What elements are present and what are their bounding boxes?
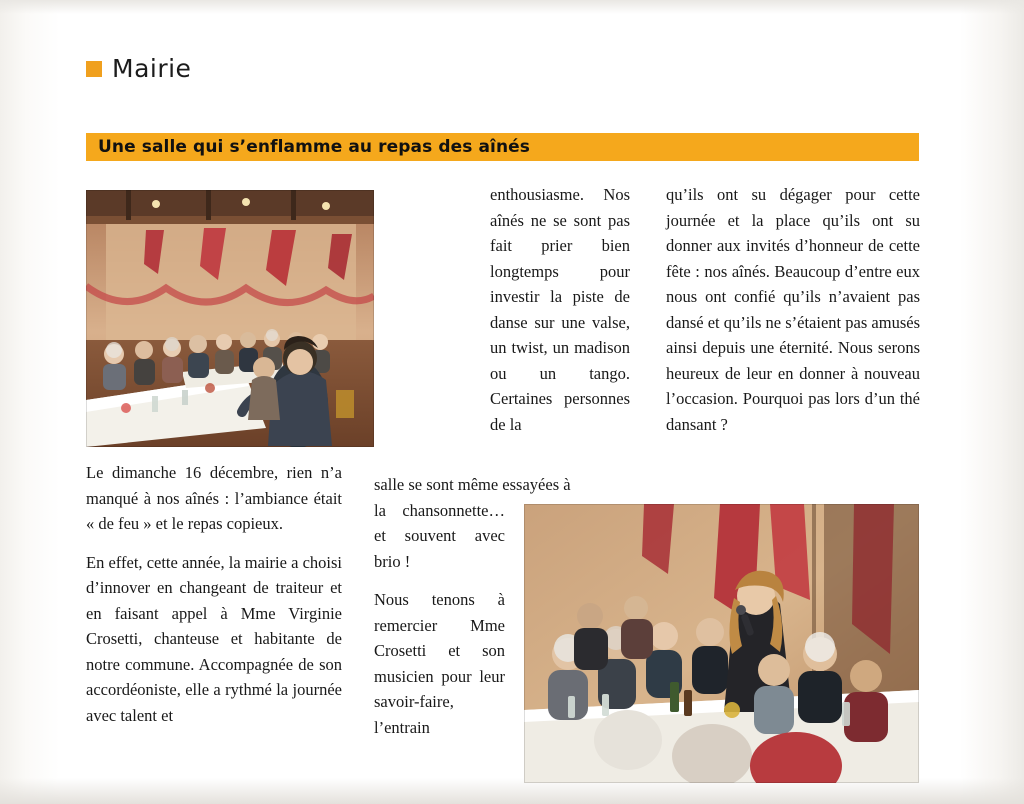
paragraph: qu’ils ont su dégager pour cette journée et la place qu’ils ont su donner aux invités d’honneur de cette fête : nos aînés. Beaucoup d’entre eux nous ont confié qu’ils n’avaient pas dansé et qu’ils ne s’étaient pas amusés ainsi depuis une éternité. Nous serons heureux de leur en donner à nouveau l’occasion. Pourquoi pas lors d’un thé dansant ? xyxy=(666,185,920,434)
paragraph: Nous tenons à remercier Mme Crosetti et son musicien pour leur savoir-faire, l’entrain xyxy=(374,590,505,737)
text-column-middle-continuation xyxy=(374,498,505,741)
photo-banquet-hall-dancing-image xyxy=(86,190,374,447)
paragraph: En effet, cette année, la mairie a choisi d’innover en changeant de traiteur et en faisant appel à Mme Virginie Crosetti, chanteuse et habitante de notre commune. Accompagnée de son accordéoniste, elle a rythmé la journée avec talent et xyxy=(86,552,342,725)
text-column-left xyxy=(86,460,342,728)
text-column-right xyxy=(666,182,920,437)
headline-band xyxy=(86,133,919,161)
paragraph: enthousiasme. Nos aînés ne se sont pas fait prier bien longtemps pour investir la piste de danse sur une valse, un twist, un madison ou un tango. Certaines personnes de la xyxy=(490,185,630,434)
text-column-middle-top xyxy=(490,182,630,437)
paragraph: Le dimanche 16 décembre, rien n’a manqué à nos aînés : l’ambiance était « de feu » et le repas copieux. xyxy=(86,463,342,533)
photo-chanteuse-tables-image xyxy=(524,504,919,783)
paragraph: la chansonnette… et souvent avec brio ! xyxy=(374,500,505,571)
rubric-label: Mairie xyxy=(112,54,192,83)
paragraph-runover-line: salle se sont même essayées à xyxy=(374,475,571,494)
square-bullet-icon xyxy=(86,61,102,77)
photo-chanteuse-tables xyxy=(524,504,919,783)
rubric-header xyxy=(86,54,191,83)
page-title: Une salle qui s’enflamme au repas des aînés xyxy=(98,137,531,157)
photo-banquet-hall-dancing xyxy=(86,190,374,447)
